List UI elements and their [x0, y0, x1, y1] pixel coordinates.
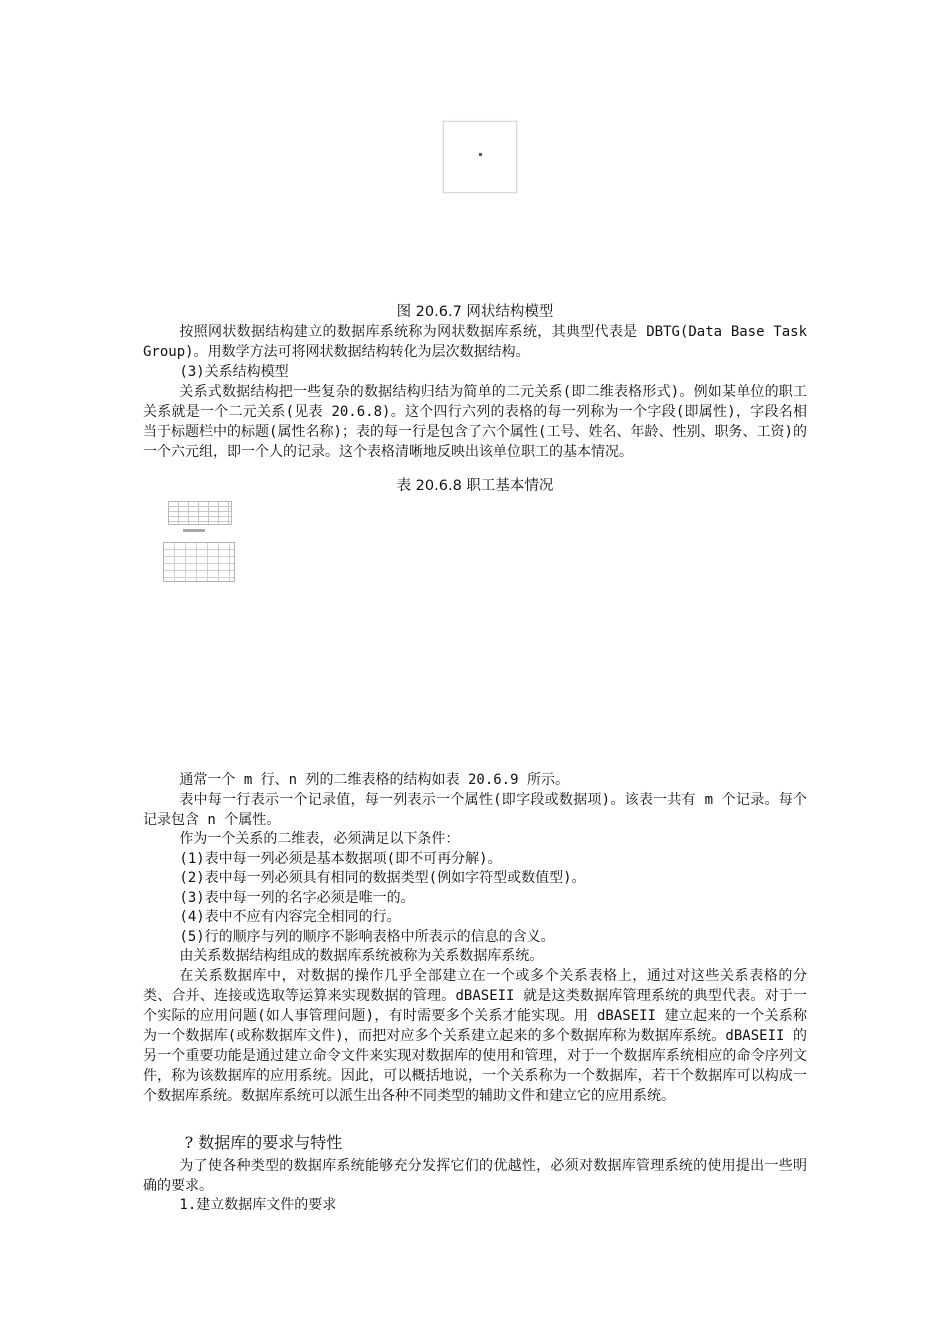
condition-1: (1)表中每一列必须是基本数据项(即不可再分解)。 — [179, 851, 502, 867]
paragraph-mn-table: 通常一个 m 行、n 列的二维表格的结构如表 20.6.9 所示。 — [179, 772, 569, 788]
condition-2: (2)表中每一列必须具有相同的数据类型(例如字符型或数值型)。 — [179, 870, 586, 886]
subsection-file-requirements: 1.建立数据库文件的要求 — [179, 1197, 337, 1213]
paragraph-dbtg: 按照网状数据结构建立的数据库系统称为网状数据库系统，其典型代表是 DBTG(Data Base Task Group)。用数学方法可将网状数据结构转化为层次数据结构。 — [143, 324, 807, 360]
condition-5: (5)行的顺序与列的顺序不影响表格中所表示的信息的含义。 — [179, 929, 555, 945]
table-caption: 表 20.6.8 职工基本情况 — [396, 478, 554, 494]
paragraph-relational-structure: 关系式数据结构把一些复杂的数据结构归结为简单的二元关系(即二维表格形式)。例如某单位的职工关系就是一个二元关系(见表 20.6.8)。这个四行六列的表格的每一列称为一个字段(即属性)，字段名相当于标题栏中的标题(属性名称)；表的每一行是包含了六个属性(工号、姓名、年龄、性别、职务、工资)的一个六元组，即一个人的记录。这个表格清晰地反映出该单位职工的基本情况。 — [143, 384, 807, 460]
condition-4: (4)表中不应有内容完全相同的行。 — [179, 909, 401, 925]
network-model-figure — [443, 121, 517, 193]
paragraph-conditions-intro: 作为一个关系的二维表，必须满足以下条件： — [179, 831, 460, 847]
paragraph-record-attribute: 表中每一行表示一个记录值，每一列表示一个属性(即字段或数据项)。该表一共有 m 个记录。每个记录包含 n 个属性。 — [143, 792, 807, 828]
table-thumb-grid-bottom — [163, 542, 235, 582]
figure-mark — [479, 153, 482, 156]
figure-caption: 图 20.6.7 网状结构模型 — [396, 304, 554, 320]
table-thumb-grid-top — [168, 501, 232, 525]
paragraph-relational-db-system: 由关系数据结构组成的数据库系统被称为关系数据库系统。 — [179, 948, 544, 964]
table-thumb-title — [183, 529, 205, 532]
paragraph-dbaseii: 在关系数据库中，对数据的操作几乎全部建立在一个或多个关系表格上，通过对这些关系表格的分类、合并、连接或选取等运算来实现数据的管理。dBASEII 就是这类数据库管理系统的典型代表。对于一个实际的应用问题(如人事管理问题)，有时需要多个关系才能实现。用 dBASEII 建立起来的一个关系称为一个数据库(或称数据库文件)，而把对应多个关系建立起来的多个数据库称为数据库系统。dBASEII 的另一个重要功能是通过建立命令文件来实现对数据库的使用和管理，对于一个数据库系统相应的命令序列文件，称为该数据库的应用系统。因此，可以概括地说，一个关系称为一个数据库，若干个数据库可以构成一个数据库系统。数据库系统可以派生出各种不同类型的辅助文件和建立它的应用系统。 — [143, 968, 807, 1104]
condition-3: (3)表中每一列的名字必须是唯一的。 — [179, 890, 415, 906]
section-heading-requirements: ? 数据库的要求与特性 — [184, 1133, 343, 1152]
employee-table-image — [145, 497, 237, 585]
section-relational-model: (3)关系结构模型 — [179, 364, 289, 380]
paragraph-requirements-intro: 为了使各种类型的数据库系统能够充分发挥它们的优越性，必须对数据库管理系统的使用提出一些明确的要求。 — [143, 1158, 807, 1194]
